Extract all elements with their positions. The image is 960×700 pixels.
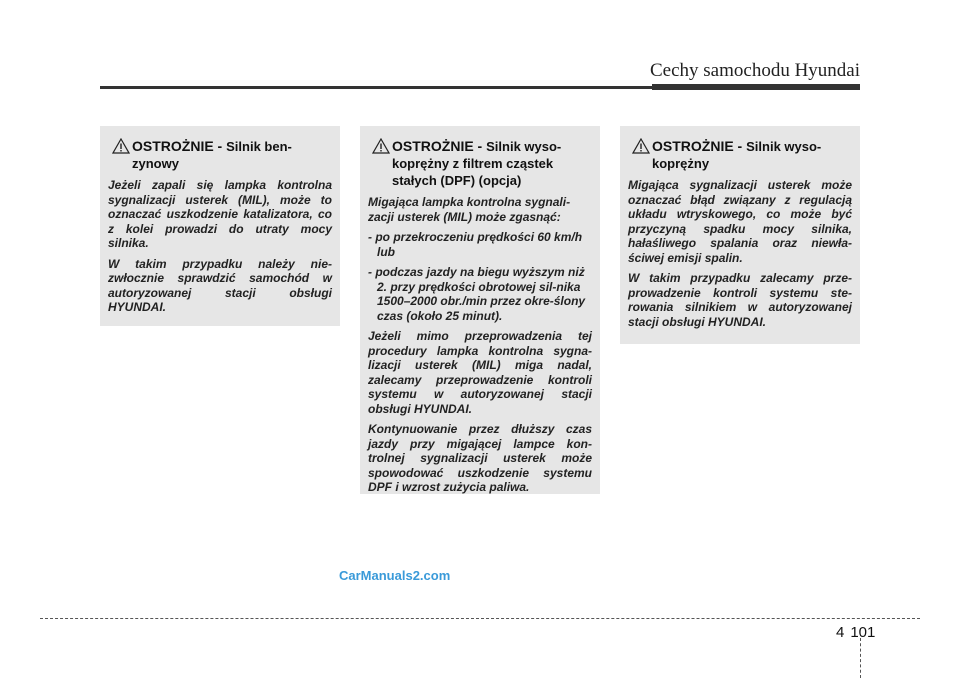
footer-rule (40, 618, 920, 619)
caution-paragraph: W takim przypadku zalecamy prze-prowadzenie kontroli systemu ste-rowania silnikiem w autoryzowanej stacji obsługi HYUNDAI. (628, 271, 852, 329)
caution-subject-cont: zynowy (132, 156, 179, 171)
caution-label: OSTROŻNIE - (392, 138, 487, 154)
footer-vertical-divider (860, 638, 861, 678)
warning-triangle-icon (372, 138, 390, 154)
caution-subject: Silnik ben- (226, 139, 292, 154)
caution-paragraph: Jeżeli zapali się lampka kontrolna sygnalizacji usterek (MIL), może to oznaczać uszkodzenie katalizatora, co z kolei prowadzi do utraty mocy silnika. (108, 178, 332, 250)
caution-subject-cont: koprężny (652, 156, 710, 171)
caution-box-diesel-engine (620, 126, 860, 344)
caution-bullet: - po przekroczeniu prędkości 60 km/h lub (368, 230, 583, 259)
caution-paragraph: Jeżeli mimo przeprowadzenia tej procedury lampka kontrolna sygna-lizacji usterek (MIL) miga nadal, zalecamy przeprowadzenie kontroli systemu w autoryzowanej stacji obsługi HYUNDAI. (368, 329, 592, 416)
caution-box-title (652, 138, 852, 172)
chapter-number: 4 (836, 624, 845, 641)
caution-subject-cont: koprężny z filtrem cząstek stałych (DPF) (opcja) (392, 156, 554, 188)
warning-triangle-icon (632, 138, 650, 154)
caution-box-header (108, 138, 332, 172)
caution-paragraph: W takim przypadku należy nie-zwłocznie sprawdzić samochód w autoryzowanej stacji obsługi HYUNDAI. (108, 256, 332, 314)
caution-box-header (368, 138, 592, 189)
page-header-title: Cechy samochodu Hyundai (649, 60, 860, 81)
caution-box-petrol-engine (100, 126, 340, 326)
page-number (836, 624, 875, 641)
caution-bullet: - podczas jazdy na biegu wyższym niż 2. przy prędkości obrotowej sil-nika 1500–2000 obr./min przez okre-ślony czas (około 25 minut). (368, 265, 586, 323)
caution-box-title (392, 138, 592, 189)
caution-box-header (628, 138, 852, 172)
caution-subject: Silnik wyso- (486, 139, 562, 154)
header-rule-accent (652, 84, 860, 90)
caution-box-title (132, 138, 332, 172)
caution-subject: Silnik wyso- (746, 139, 822, 154)
caution-box-diesel-dpf (360, 126, 600, 494)
caution-label: OSTROŻNIE - (652, 138, 747, 154)
watermark-link[interactable]: CarManuals2.com (339, 568, 451, 583)
caution-paragraph: Migająca lampka kontrolna sygnali-zacji usterek (MIL) może zgasnąć: (368, 195, 571, 224)
warning-triangle-icon (112, 138, 130, 154)
caution-label: OSTROŻNIE - (132, 138, 227, 154)
page-number-value: 101 (850, 624, 876, 641)
caution-paragraph: Kontynuowanie przez dłuższy czas jazdy przy migającej lampce kon-trolnej sygnalizacji usterek może spowodować uszkodzenie systemu DPF i wzrost zużycia paliwa. (368, 422, 592, 494)
caution-paragraph: Migająca sygnalizacji usterek może oznaczać błąd związany z regulacją układu wtryskowego, co może być przyczyną spadku mocy silnika, hałaśliwego spalania oraz niewła-ściwej emisji spalin. (628, 178, 852, 265)
